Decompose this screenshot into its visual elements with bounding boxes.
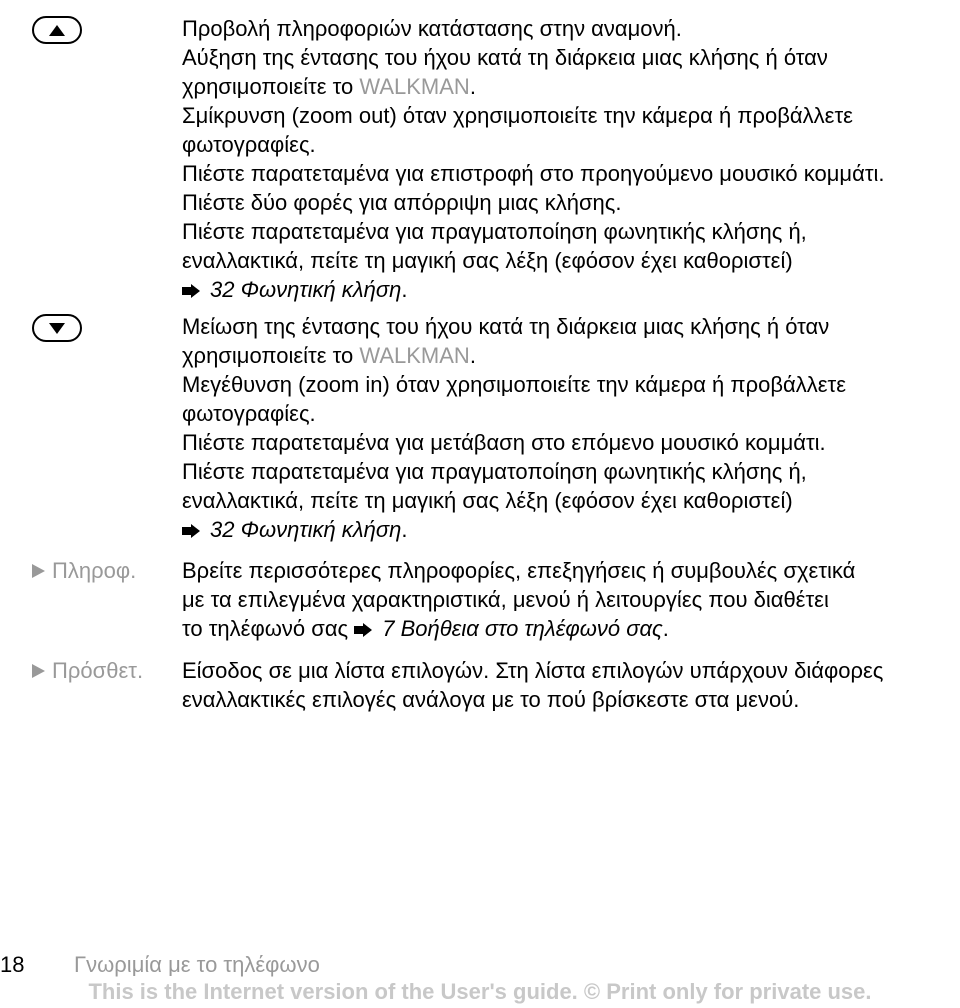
info-description: [182, 556, 952, 643]
text-line: Πιέστε παρατεταμένα για πραγματοποίηση φωνητικής κλήσης ή,: [182, 459, 807, 484]
text-line: Μεγέθυνση (zoom in) όταν χρησιμοποιείτε την κάμερα ή προβάλλετε: [182, 372, 846, 397]
text-line: με τα επιλεγμένα χαρακτηριστικά, μενού ή λειτουργίες που διαθέτει: [182, 587, 829, 612]
internet-version-note: This is the Internet version of the User's guide. © Print only for private use.: [88, 979, 872, 1004]
text-line: χρησιμοποιείτε το WALKMAN.: [182, 343, 476, 368]
info-softkey-label: Πληροφ.: [52, 558, 137, 583]
text-line: Προβολή πληροφοριών κατάστασης στην αναμονή.: [182, 16, 682, 41]
text-line: Σμίκρυνση (zoom out) όταν χρησιμοποιείτε την κάμερα ή προβάλλετε: [182, 103, 853, 128]
text-line: το τηλέφωνό σας 7 Βοήθεια στο τηλέφωνό σας.: [182, 616, 669, 641]
text-line: 32 Φωνητική κλήση.: [182, 275, 952, 304]
volume-up-key-icon: [32, 16, 82, 44]
more-softkey-label: Πρόσθετ.: [52, 658, 144, 683]
cross-reference-link[interactable]: 32 Φωνητική κλήση: [210, 517, 402, 542]
arrow-right-icon: [354, 623, 372, 637]
volume-down-key: [32, 314, 82, 342]
walkman-label: WALKMAN: [359, 74, 470, 99]
text-line: Πιέστε παρατεταμένα για πραγματοποίηση φωνητικής κλήσης ή,: [182, 219, 807, 244]
section-title: Γνωριμία με το τηλέφωνο: [74, 952, 320, 977]
text-line: χρησιμοποιείτε το WALKMAN.: [182, 74, 476, 99]
text-line: 32 Φωνητική κλήση.: [182, 515, 952, 544]
text-line: φωτογραφίες.: [182, 401, 316, 426]
cross-reference-link[interactable]: 32 Φωνητική κλήση: [210, 277, 402, 302]
page-number: 18: [0, 952, 25, 977]
volume-down-key-icon: [32, 314, 82, 342]
text-line: Πιέστε παρατεταμένα για επιστροφή στο προηγούμενο μουσικό κομμάτι.: [182, 161, 885, 186]
triangle-right-icon: [32, 664, 45, 678]
text-line: εναλλακτικές επιλογές ανάλογα με το πού βρίσκεστε στα μενού.: [182, 687, 800, 712]
volume-down-description: [182, 312, 952, 544]
text-line: Μείωση της έντασης του ήχου κατά τη διάρκεια μιας κλήσης ή όταν: [182, 314, 830, 339]
more-description: [182, 656, 952, 714]
cross-reference-link[interactable]: 7 Βοήθεια στο τηλέφωνό σας: [382, 616, 663, 641]
text-line: Πιέστε παρατεταμένα για μετάβαση στο επόμενο μουσικό κομμάτι.: [182, 430, 826, 455]
volume-up-key: [32, 16, 82, 44]
text-line: φωτογραφίες.: [182, 132, 316, 157]
text-line: Είσοδος σε μια λίστα επιλογών. Στη λίστα επιλογών υπάρχουν διάφορες: [182, 658, 884, 683]
info-softkey: [32, 556, 136, 585]
volume-up-description: [182, 14, 952, 304]
walkman-label: WALKMAN: [359, 343, 470, 368]
text-line: εναλλακτικά, πείτε τη μαγική σας λέξη (εφόσον έχει καθοριστεί): [182, 488, 793, 513]
text-line: Πιέστε δύο φορές για απόρριψη μιας κλήσης.: [182, 190, 622, 215]
text-line: εναλλακτικά, πείτε τη μαγική σας λέξη (εφόσον έχει καθοριστεί): [182, 248, 793, 273]
arrow-right-icon: [182, 524, 200, 538]
text-line: Αύξηση της έντασης του ήχου κατά τη διάρκεια μιας κλήσης ή όταν: [182, 45, 828, 70]
triangle-right-icon: [32, 564, 45, 578]
arrow-right-icon: [182, 284, 200, 298]
more-softkey: [32, 656, 143, 685]
text-line: Βρείτε περισσότερες πληροφορίες, επεξηγήσεις ή συμβουλές σχετικά: [182, 558, 856, 583]
